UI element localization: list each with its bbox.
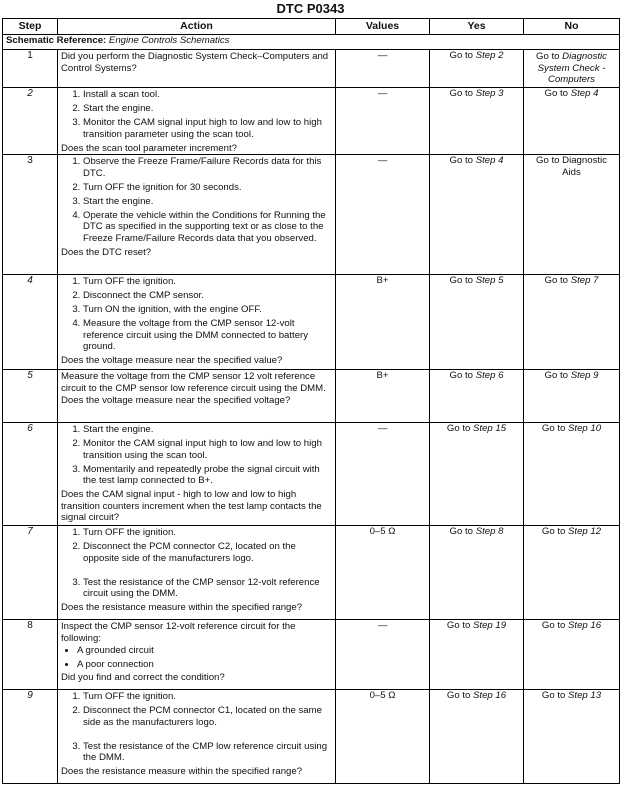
goto-label: Go to [449,370,474,381]
action-item: 3. Monitor the CAM signal input high to low and low to high transition parameter using the scan tool. [83,117,332,140]
yes-target[interactable]: Step 4 [475,155,504,166]
yes-target[interactable]: Step 16 [473,690,507,701]
value-cell: — [336,423,430,526]
action-item: 2. Monitor the CAM signal input high to low and low to high transition using the scan tool. [83,438,332,461]
action-question: Does the voltage measure near the specified voltage? [61,395,291,406]
condition-list [61,645,332,670]
value-cell: 0–5 Ω [336,526,430,620]
action-question: Does the DTC reset? [61,246,152,258]
goto-label: Go to [446,620,471,631]
action-cell [58,620,336,690]
value-cell: 0–5 Ω [336,690,430,784]
action-question: Did you find and correct the condition? [61,672,225,683]
value-cell: B+ [336,370,430,423]
goto-label: Go to [536,51,560,62]
yes-cell[interactable] [430,88,524,155]
action-question: Does the scan tool parameter increment? [61,142,237,154]
yes-cell[interactable] [430,50,524,88]
goto-label: Go to [449,88,474,99]
step-number: 4 [3,275,58,370]
step-row [3,88,620,155]
yes-target[interactable]: Step 8 [475,526,504,537]
yes-target[interactable]: Step 6 [475,370,504,381]
step-row [3,526,620,620]
action-item: 3. Momentarily and repeatedly probe the signal circuit with the test lamp connected to B+. [83,464,332,487]
no-cell[interactable] [524,88,620,155]
action-item: 3. Start the engine. [83,196,332,208]
action-question: Does the voltage measure near the specified value? [61,355,283,366]
action-item: 1. Start the engine. [83,424,332,436]
no-target[interactable]: Diagnostic System Check - Computers [537,51,607,85]
header-no: No [524,19,620,35]
schematic-row [3,35,620,50]
action-text: Did you perform the Diagnostic System Check–Computers and Control Systems? [61,51,329,74]
yes-target[interactable]: Step 3 [475,88,504,99]
step-number: 1 [3,50,58,88]
step-row [3,690,620,784]
step-row [3,275,620,370]
goto-label: Go to [541,423,566,434]
goto-label: Go to [449,50,474,61]
action-item: 2. Disconnect the PCM connector C1, located on the same side as the manufacturers logo. [83,705,332,728]
dtc-table [2,18,620,784]
yes-cell[interactable] [430,423,524,526]
action-cell [58,50,336,88]
action-item: 4. Operate the vehicle within the Conditions for Running the DTC as specified in the supporting text or as close to the Freeze Frame/Failure Records data that you observed. [83,210,332,245]
action-item: 3. Test the resistance of the CMP sensor 12-volt reference circuit using the DMM. [83,577,332,600]
no-target[interactable]: Step 10 [568,423,602,434]
action-item: 3. Test the resistance of the CMP low reference circuit using the DMM. [83,741,332,764]
action-item: 4. Measure the voltage from the CMP sensor 12-volt reference circuit using the DMM connected to battery ground. [83,318,332,353]
no-cell[interactable] [524,275,620,370]
step-number: 3 [3,155,58,275]
goto-label: Go to [541,526,566,537]
action-text: Measure the voltage from the CMP sensor 12 volt reference circuit to the CMP sensor low reference circuit using the DMM. [61,371,326,394]
action-cell [58,88,336,155]
no-target[interactable]: Step 4 [570,88,599,99]
step-number: 9 [3,690,58,784]
yes-target[interactable]: Step 19 [473,620,507,631]
value-cell: — [336,88,430,155]
step-number: 2 [3,88,58,155]
no-target[interactable]: Step 7 [570,275,599,286]
no-cell[interactable] [524,50,620,88]
action-question: Does the CAM signal input - high to low and low to high transition counters increment when the test lamp contacts the signal circuit? [61,489,322,523]
schematic-reference [3,35,620,50]
no-target[interactable]: Step 13 [568,690,602,701]
yes-cell[interactable] [430,620,524,690]
yes-cell[interactable] [430,275,524,370]
action-question: Does the resistance measure within the specified range? [61,766,303,777]
step-number: 6 [3,423,58,526]
action-item: 1. Turn OFF the ignition. [83,527,332,539]
no-cell[interactable] [524,620,620,690]
action-list [61,156,332,244]
no-cell[interactable] [524,690,620,784]
yes-target[interactable]: Step 15 [473,423,507,434]
yes-target[interactable]: Step 5 [475,275,504,286]
schematic-link[interactable]: Engine Controls Schematics [108,35,230,46]
step-row [3,423,620,526]
step-number: 7 [3,526,58,620]
action-cell [58,155,336,275]
condition-item: • A poor connection [77,659,332,671]
action-question: Does the resistance measure within the specified range? [61,602,303,613]
step-row [3,620,620,690]
goto-label: Go to [541,620,566,631]
step-row [3,50,620,88]
yes-target[interactable]: Step 2 [475,50,504,61]
page-title: DTC P0343 [276,1,345,16]
value-cell: — [336,620,430,690]
action-list [61,424,332,487]
goto-label: Go to [449,526,474,537]
action-item: 2. Start the engine. [83,103,332,115]
action-text: Inspect the CMP sensor 12-volt reference circuit for the following: [61,621,296,644]
step-row [3,155,620,275]
header-row [3,19,620,35]
yes-cell[interactable] [430,526,524,620]
no-target[interactable]: Step 9 [570,370,599,381]
action-list [61,89,332,140]
action-cell [58,526,336,620]
yes-cell[interactable] [430,690,524,784]
step-number: 5 [3,370,58,423]
action-cell [58,423,336,526]
action-item: 1. Turn OFF the ignition. [83,691,332,703]
action-item: 2. Disconnect the PCM connector C2, located on the opposite side of the manufacturers logo. [83,541,332,564]
goto-label: Go to [449,275,474,286]
header-yes: Yes [430,19,524,35]
action-item: 1. Install a scan tool. [83,89,332,101]
yes-cell[interactable] [430,370,524,423]
no-cell[interactable] [524,423,620,526]
action-item: 1. Observe the Freeze Frame/Failure Records data for this DTC. [83,156,332,179]
goto-label: Go to [446,423,471,434]
action-item: 2. Turn OFF the ignition for 30 seconds. [83,182,332,194]
action-list [61,276,332,353]
action-item: 3. Turn ON the ignition, with the engine OFF. [83,304,332,316]
action-list [61,741,332,764]
condition-item: • A grounded circuit [77,645,332,657]
no-target[interactable]: Step 16 [568,620,602,631]
goto-label: Go to [544,275,569,286]
header-step: Step [3,19,58,35]
no-cell[interactable]: Go to Diagnostic Aids [524,155,620,275]
value-cell: — [336,50,430,88]
header-action: Action [58,19,336,35]
action-cell [58,275,336,370]
no-target[interactable]: Step 12 [568,526,602,537]
goto-label: Go to [544,88,569,99]
no-cell[interactable] [524,370,620,423]
action-cell [58,690,336,784]
no-cell[interactable] [524,526,620,620]
action-list [61,527,332,564]
step-number: 8 [3,620,58,690]
value-cell: B+ [336,275,430,370]
value-cell: — [336,155,430,275]
goto-label: Go to [446,690,471,701]
action-list [61,577,332,600]
action-cell [58,370,336,423]
yes-cell[interactable] [430,155,524,275]
action-item: 1. Turn OFF the ignition. [83,276,332,288]
goto-label: Go to [541,690,566,701]
schematic-label: Schematic Reference: [6,35,107,46]
step-row [3,370,620,423]
goto-label: Go to [544,370,569,381]
goto-label: Go to [449,155,474,166]
action-list [61,691,332,728]
header-values: Values [336,19,430,35]
action-item: 2. Disconnect the CMP sensor. [83,290,332,302]
